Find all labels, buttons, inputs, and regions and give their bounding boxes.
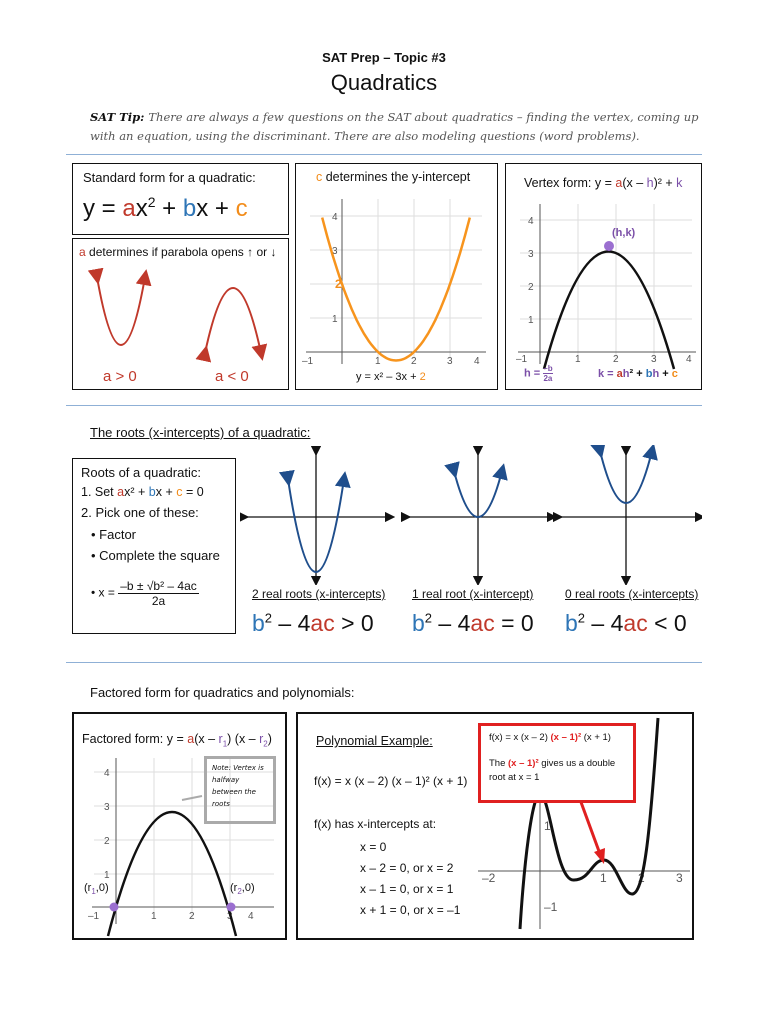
vertex-title-mid: (x –: [622, 176, 647, 190]
vertex-title-mid2: )² +: [653, 176, 677, 190]
x-tick-1: 1: [600, 871, 607, 885]
roots-step1: [81, 485, 204, 499]
factored-graph: [74, 714, 286, 939]
step1-b: b: [148, 485, 156, 499]
standard-form-equation: [83, 194, 248, 223]
roots-bullet-complete: • Complete the square: [91, 548, 220, 563]
y-tick-3: 3: [332, 246, 338, 257]
x-tick-3: 3: [227, 911, 233, 922]
disc2-mid: – 4: [432, 610, 471, 636]
bullet-factor-text: Factor: [99, 527, 137, 542]
opens-diagram: [73, 263, 287, 388]
y-tick-1: 1: [528, 315, 534, 326]
disc3-mid: – 4: [585, 610, 624, 636]
case-zero-roots-label: 0 real roots (x-intercepts): [565, 587, 699, 601]
disc2-sign: = 0: [501, 610, 534, 636]
case-one-root-label: 1 real root (x-intercept): [412, 587, 534, 601]
intercept-graph: [296, 164, 496, 388]
intercept-title-c: c: [316, 170, 323, 184]
x-tick-4: 4: [474, 356, 480, 367]
r1-label: [84, 882, 109, 896]
r1-open: (r: [84, 882, 92, 894]
r2-sub: 2: [237, 887, 242, 897]
eq-c: c: [235, 195, 248, 222]
eq-x: x +: [196, 195, 236, 222]
intercept-caption-c: 2: [419, 371, 426, 383]
k-a: a: [616, 368, 623, 380]
factored-title-mid2: ) (x –: [227, 732, 260, 746]
disc1-mid: – 4: [272, 610, 311, 636]
opens-title: [79, 245, 276, 259]
page-subtitle: SAT Prep – Topic #3: [322, 50, 446, 65]
factored-box: [72, 712, 287, 940]
x-tick-3: 3: [676, 871, 683, 885]
disc2-sup: 2: [424, 610, 433, 626]
r1-close: ,0): [95, 882, 109, 894]
eq-plus: +: [155, 195, 183, 222]
x-tick-2: 2: [613, 354, 619, 365]
divider-1: [66, 154, 702, 155]
h-num: –b: [543, 364, 553, 373]
x-tick-1: 1: [375, 356, 381, 367]
divider-2: [66, 405, 702, 406]
disc1-b: b: [252, 610, 265, 636]
roots-box: [72, 458, 236, 634]
eq-y: y =: [83, 195, 123, 222]
label-a-positive: a > 0: [103, 368, 137, 385]
callout-fx: [489, 731, 625, 745]
vertex-title-k: k: [676, 176, 683, 190]
factored-title-a: a: [187, 732, 195, 746]
x-tick-3: 3: [447, 356, 453, 367]
polynomial-title: Polynomial Example:: [316, 734, 433, 748]
step1-mid: x² +: [124, 485, 149, 499]
vertex-graph: [506, 164, 700, 388]
y-tick-2: 2: [104, 836, 110, 847]
roots-heading: The roots (x-intercepts) of a quadratic:: [90, 425, 311, 440]
step1-end: = 0: [182, 485, 204, 499]
standard-form-title: Standard form for a quadratic:: [83, 170, 256, 185]
roots-bullet-factor: • Factor: [91, 527, 137, 542]
bullet-complete-text: Complete the square: [99, 548, 220, 563]
k-c: c: [671, 368, 678, 380]
h-formula-label: h =: [524, 367, 544, 380]
roots-box-title: Roots of a quadratic:: [81, 465, 201, 480]
callout-fx-post: (x + 1): [581, 732, 611, 743]
x-tick-neg1: –1: [88, 911, 100, 922]
opens-a: a: [79, 245, 86, 259]
callout-arrow: [578, 794, 600, 854]
y-tick-1: 1: [544, 819, 551, 833]
vertex-label: (h,k): [612, 227, 636, 239]
formula-x: x =: [98, 585, 115, 600]
r1-sub: 1: [91, 887, 96, 897]
x-tick-2: 2: [189, 911, 195, 922]
y-tick-3: 3: [104, 802, 110, 813]
disc1-sup: 2: [264, 610, 273, 626]
root-r1-point: [110, 903, 119, 912]
callout-pre: The: [489, 758, 509, 769]
factored-title-r2: r: [259, 732, 264, 746]
callout-fx-red: (x – 1)²: [550, 732, 582, 743]
k-h2: h: [652, 368, 660, 380]
y-tick-4: 4: [332, 212, 338, 223]
callout-post: gives us a double root at x = 1: [489, 758, 616, 783]
step1-a: a: [117, 485, 125, 499]
disc2-ac: ac: [470, 610, 495, 636]
vertex-point: [604, 241, 614, 251]
x-tick-2: 2: [411, 356, 417, 367]
roots-diagrams: [240, 445, 702, 585]
polynomial-intercepts-title: f(x) has x-intercepts at:: [314, 817, 437, 831]
h-formula: [524, 364, 553, 383]
double-root-callout: [478, 723, 636, 803]
intercept-item-0: x = 0: [360, 840, 387, 854]
vertex-graph-box: [505, 163, 702, 390]
sat-tip-label: SAT Tip:: [90, 110, 145, 124]
disc3-b: b: [565, 610, 578, 636]
disc3-sign: < 0: [654, 610, 687, 636]
k-formula: [598, 368, 678, 380]
vertex-title-a: a: [615, 176, 623, 190]
factored-title-r2-sub: 2: [263, 739, 268, 749]
parabola-curve: [322, 218, 470, 361]
downward-parabola: [205, 288, 261, 353]
r2-label: [230, 882, 255, 896]
disc-negative: [565, 610, 687, 637]
k-h: h: [622, 368, 630, 380]
intercept-title-text: determines the y-intercept: [322, 170, 471, 184]
quadratic-formula: • x = $\frac{\text{–b ± √b² – 4ac}}{2a}$: [91, 579, 197, 608]
factored-title-mid: (x –: [194, 732, 219, 746]
r2-open: (r: [230, 882, 238, 894]
step1-mid2: x +: [155, 485, 177, 499]
formula-numerator: –b ± √b² – 4ac: [120, 579, 197, 593]
disc2-b: b: [412, 610, 425, 636]
intercept-caption: [356, 371, 426, 383]
intercept-item-3: x + 1 = 0, or x = –1: [360, 903, 461, 917]
factored-title-pre: Factored form: y =: [82, 732, 188, 746]
x-tick-neg1: –1: [516, 354, 528, 365]
x-tick-1: 1: [575, 354, 581, 365]
polynomial-fx: f(x) = x (x – 2) (x – 1)² (x + 1): [314, 774, 468, 788]
callout-text: [489, 757, 625, 785]
h-den: 2a: [543, 374, 553, 383]
x-tick-4: 4: [686, 354, 692, 365]
vertex-note: Note: Vertex is halfway between the roots: [204, 756, 276, 824]
standard-form-box: [72, 163, 289, 235]
callout-red: (x – 1)²: [508, 758, 539, 769]
disc3-sup: 2: [577, 610, 586, 626]
opens-text: determines if parabola opens ↑ or ↓: [85, 245, 277, 259]
y-tick-neg1: –1: [544, 900, 558, 914]
y-tick-4: 4: [104, 768, 110, 779]
k-plus: +: [659, 368, 672, 380]
vertex-title-h: h: [646, 176, 654, 190]
formula-denominator: 2a: [151, 594, 166, 608]
roots-step2: 2. Pick one of these:: [81, 505, 199, 520]
x-tick-3: 3: [651, 354, 657, 365]
case-two-roots-label: 2 real roots (x-intercepts): [252, 587, 386, 601]
disc1-ac: ac: [310, 610, 335, 636]
eq-b: b: [182, 195, 197, 222]
root-r2-point: [227, 903, 236, 912]
factored-heading: Factored form for quadratics and polynomials:: [90, 685, 355, 700]
intercept-caption-main: y = x² – 3x +: [356, 371, 420, 383]
sat-tip-text: There are always a few questions on the SAT about quadratics – finding the vertex, coming up with an equation, using the discriminant. There are also modeling questions (word problems).: [90, 110, 699, 143]
intercept-graph-box: [295, 163, 498, 390]
divider-3: [66, 662, 702, 663]
factored-title-r1-sub: 1: [222, 739, 228, 749]
r2-close: ,0): [241, 882, 255, 894]
callout-fx-pre: f(x) = x (x – 2): [489, 732, 551, 743]
disc3-ac: ac: [623, 610, 648, 636]
factored-title-end: ): [267, 732, 272, 746]
vertex-title-pre: Vertex form: y =: [524, 176, 616, 190]
y-intercept-label: 2: [335, 277, 342, 291]
intercept-item-2: x – 1 = 0, or x = 1: [360, 882, 454, 896]
x-tick-2: 2: [638, 871, 645, 885]
x-tick-neg2: –2: [482, 871, 496, 885]
eq-sup: 2: [147, 194, 156, 210]
step1-pre: 1. Set: [81, 485, 118, 499]
x-tick-4: 4: [248, 911, 254, 922]
eq-a: a: [122, 195, 136, 222]
disc-zero: [412, 610, 534, 637]
label-a-negative: a < 0: [215, 368, 249, 385]
y-tick-3: 3: [528, 249, 534, 260]
upward-parabola: [97, 277, 145, 345]
x-tick-1: 1: [151, 911, 157, 922]
eq-x2: x: [135, 195, 148, 222]
k-pre: k =: [598, 368, 617, 380]
factored-title-r1: r: [218, 732, 223, 746]
intercept-item-1: x – 2 = 0, or x = 2: [360, 861, 454, 875]
k-b: b: [645, 368, 653, 380]
sat-tip: [90, 108, 710, 146]
step1-c: c: [176, 485, 183, 499]
k-mid: ² +: [629, 368, 646, 380]
y-tick-4: 4: [528, 216, 534, 227]
page-title: Quadratics: [330, 70, 438, 95]
y-tick-1: 1: [104, 870, 110, 881]
disc1-sign: > 0: [341, 610, 374, 636]
y-tick-2: 2: [528, 282, 534, 293]
disc-positive: [252, 610, 374, 637]
y-tick-1: 1: [332, 314, 338, 325]
x-tick-neg1: –1: [302, 356, 314, 367]
opens-box: [72, 238, 289, 390]
polynomial-box: [296, 712, 694, 940]
